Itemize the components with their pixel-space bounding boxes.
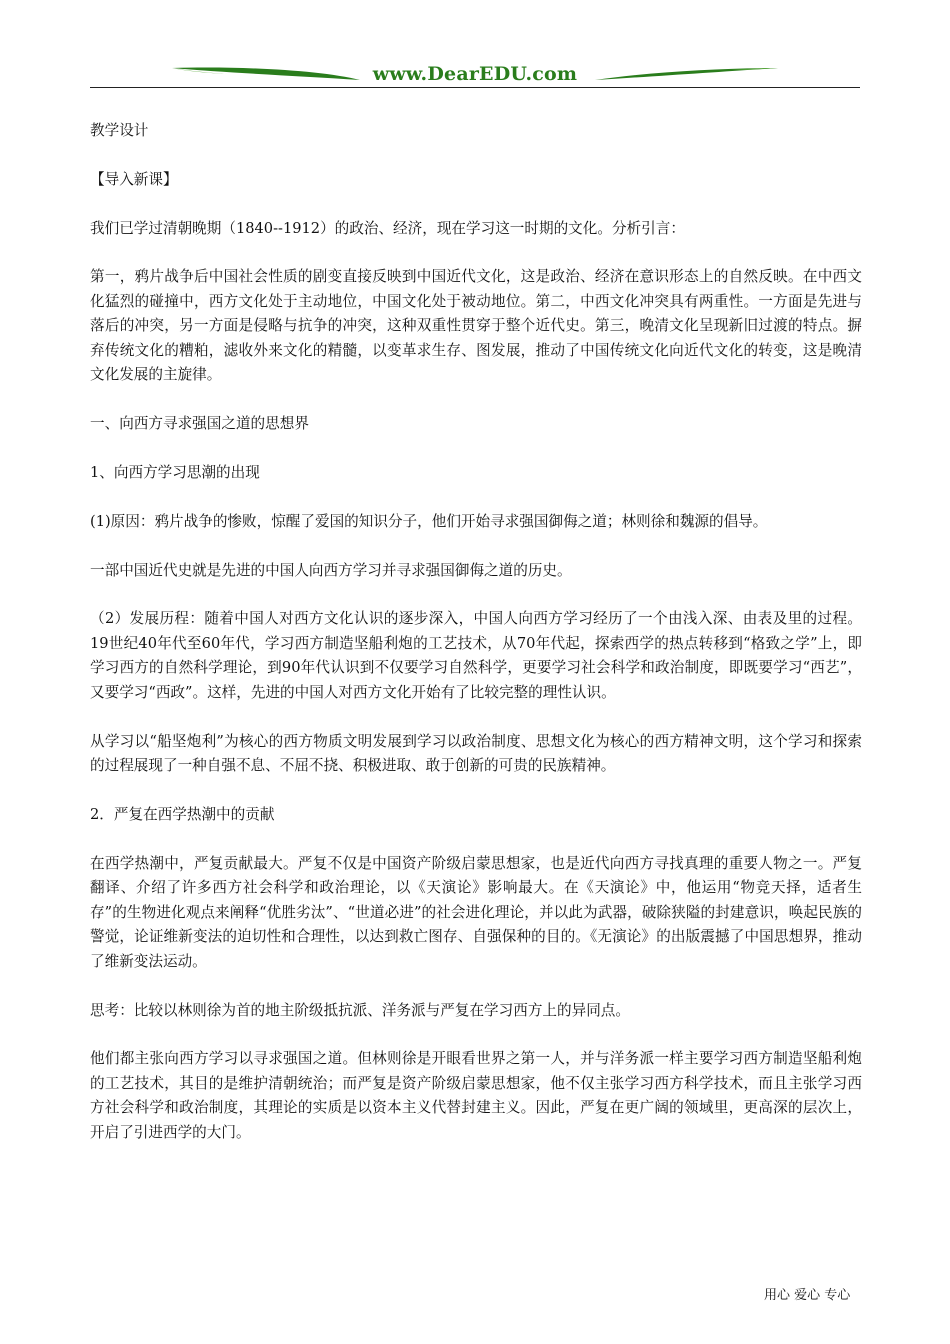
- site-logo-text: www.DearEDU.com: [372, 63, 578, 85]
- footer-slogan: 用心 爱心 专心: [764, 1288, 851, 1303]
- paragraph: (1)原因：鸦片战争的惨败，惊醒了爱国的知识分子，他们开始寻求强国御侮之道；林则徐和魏源的倡导。: [90, 512, 768, 530]
- paragraph: 思考：比较以林则徐为首的地主阶级抵抗派、洋务派与严复在学习西方上的异同点。: [90, 1001, 630, 1019]
- paragraph: 在西学热潮中，严复贡献最大。严复不仅是中国资产阶级启蒙思想家，也是近代向西方寻找真理的重要人物之一。严复翻译、介绍了许多西方社会科学和政治理论，以《天演论》影响最大。在《天演论》中，他运用“物竞天择，适者生存”的生物进化观点来阐释“优胜劣汰”、“世道必进”的社会进化理论，并以此为武器，破除狭隘的封建意识，唤起民族的警觉，论证维新变法的迫切性和合理性，以达到救亡图存、自强保种的目的。《无演论》的出版震撼了中国思想界，推动了维新变法运动。: [90, 854, 862, 970]
- paragraph: 第一，鸦片战争后中国社会性质的剧变直接反映到中国近代文化，这是政治、经济在意识形态上的自然反映。在中西文化猛烈的碰撞中，西方文化处于主动地位，中国文化处于被动地位。第二，中西文化冲突具有两重性。一方面是先进与落后的冲突，另一方面是侵略与抗争的冲突，这种双重性贯穿于整个近代史。第三，晚清文化呈现新旧过渡的特点。摒弃传统文化的糟粕，滤收外来文化的精髓，以变革求生存、图发展，推动了中国传统文化向近代文化的转变，这是晚清文化发展的主旋律。: [90, 268, 862, 384]
- page-header: [90, 58, 860, 90]
- subsection-heading-2: 2．严复在西学热潮中的贡献: [90, 805, 275, 823]
- section-heading-intro: 【导入新课】: [90, 170, 178, 188]
- subsection-heading-1: 1、向西方学习思潮的出现: [90, 463, 260, 481]
- paragraph: 我们已学过清朝晚期（1840--1912）的政治、经济，现在学习这一时期的文化。分析引言：: [90, 219, 685, 237]
- paragraph: 从学习以“船坚炮利”为核心的西方物质文明发展到学习以政治制度、思想文化为核心的西方精神文明，这个学习和探索的过程展现了一种自强不息、不屈不挠、积极进取、敢于创新的可贵的民族精神。: [90, 732, 862, 775]
- section-heading-1: 一、向西方寻求强国之道的思想界: [90, 415, 309, 433]
- document-body: [90, 119, 862, 1170]
- paragraph: 他们都主张向西方学习以寻求强国之道。但林则徐是开眼看世界之第一人，并与洋务派一样主要学习西方制造坚船利炮的工艺技术，其目的是维护清朝统治；而严复是资产阶级启蒙思想家，他不仅主张学习西方科学技术，而且主张学习西方社会科学和政治制度，其理论的实质是以资本主义代替封建主义。因此，严复在更广阔的领域里，更高深的层次上，开启了引进西学的大门。: [90, 1050, 862, 1141]
- doc-title: 教学设计: [90, 122, 149, 139]
- paragraph: （2）发展历程：随着中国人对西方文化认识的逐步深入，中国人向西方学习经历了一个由浅入深、由表及里的过程。19世纪40年代至60年代，学习西方制造坚船利炮的工艺技术，从70年代起，探索西学的热点转移到“格致之学”上，即学习西方的自然科学理论，到90年代认识到不仅要学习自然科学，更要学习社会科学和政治制度，即既要学习“西艺”，又要学习“西政”。这样，先进的中国人对西方文化开始有了比较完整的理性认识。: [90, 610, 862, 701]
- paragraph: 一部中国近代史就是先进的中国人向西方学习并寻求强国御侮之道的历史。: [90, 561, 572, 579]
- header-divider: [90, 87, 860, 88]
